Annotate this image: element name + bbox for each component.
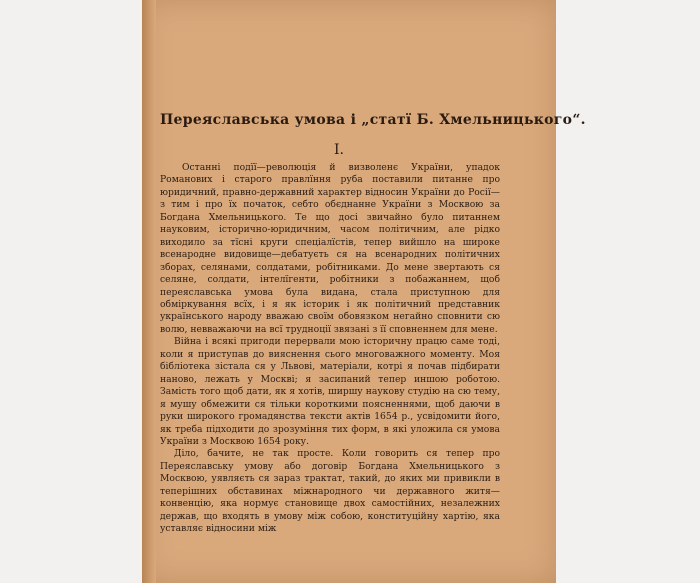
section-number: I. (334, 142, 344, 158)
paragraph-2: Війна і всякі пригоди перервали мою історичну працю саме тоді, коли я приступав до вияснення сього многоважного моменту. Моя бібліотека зістала ся у Львові, матеріали, котрі я почав підбирати наново, лежать у Москві; я засипаний тепер иншою роботою. Замість того щоб дати, як я хотів, ширшу наукову студію на сю тему, я мушу обмежити ся тільки короткими поясненнями, щоб даючи в руки широкого громадянства тексти актів 1654 р., усвідомити його, як треба підходити до зрозуміння тих форм, в які уложила ся умова України з Москвою 1654 року. (160, 336, 500, 447)
paragraph-3: Діло, бачите, не так просте. Коли говорить ся тепер про Переяславську умову або договір Богдана Хмельницького з Москвою, уявляєть ся зараз трактат, такий, до яких ми привикли в теперішних обставинах міжнародного чи державного житя—конвенцію, яка нормує становище двох самостійних, незалежних держав, що входять в умову між собою, конституційну хартію, яка уставляє відносини між (160, 448, 500, 535)
chapter-title: Переяславська умова і „статї Б. Хмельницького“. (160, 112, 586, 128)
body-text (160, 162, 500, 536)
page-spine-shadow (142, 0, 156, 583)
paragraph-1: Останні подїї—революція й визволенє України, упадок Романових і старого правлїння руба поставили питанне про юридичний, правно-державний характер відносин України до Росії—з тим і про їх початок, себто обєднанне України з Москвою за Богдана Хмельницького. Те що досі звичайно було питаннем науковим, історично-юридичним, часом політичним, але рідко виходило за тїсні круги спеціалїстів, тепер вийшло на широке всенародне видовище—дебатуєть ся на всенародних політичних зборах, селянами, солдатами, робітниками. До мене звертають ся селяне, солдати, інтелїгенти, робітники з побажаннем, щоб переяславська умова була видана, стала приступною для обміркування всїх, і я як історик і як політичний представник українського народу вважаю своїм обовязком негайно сповнити сю волю, невважаючи на всї трудноції звязані з її сповненнем для мене. (160, 162, 500, 335)
